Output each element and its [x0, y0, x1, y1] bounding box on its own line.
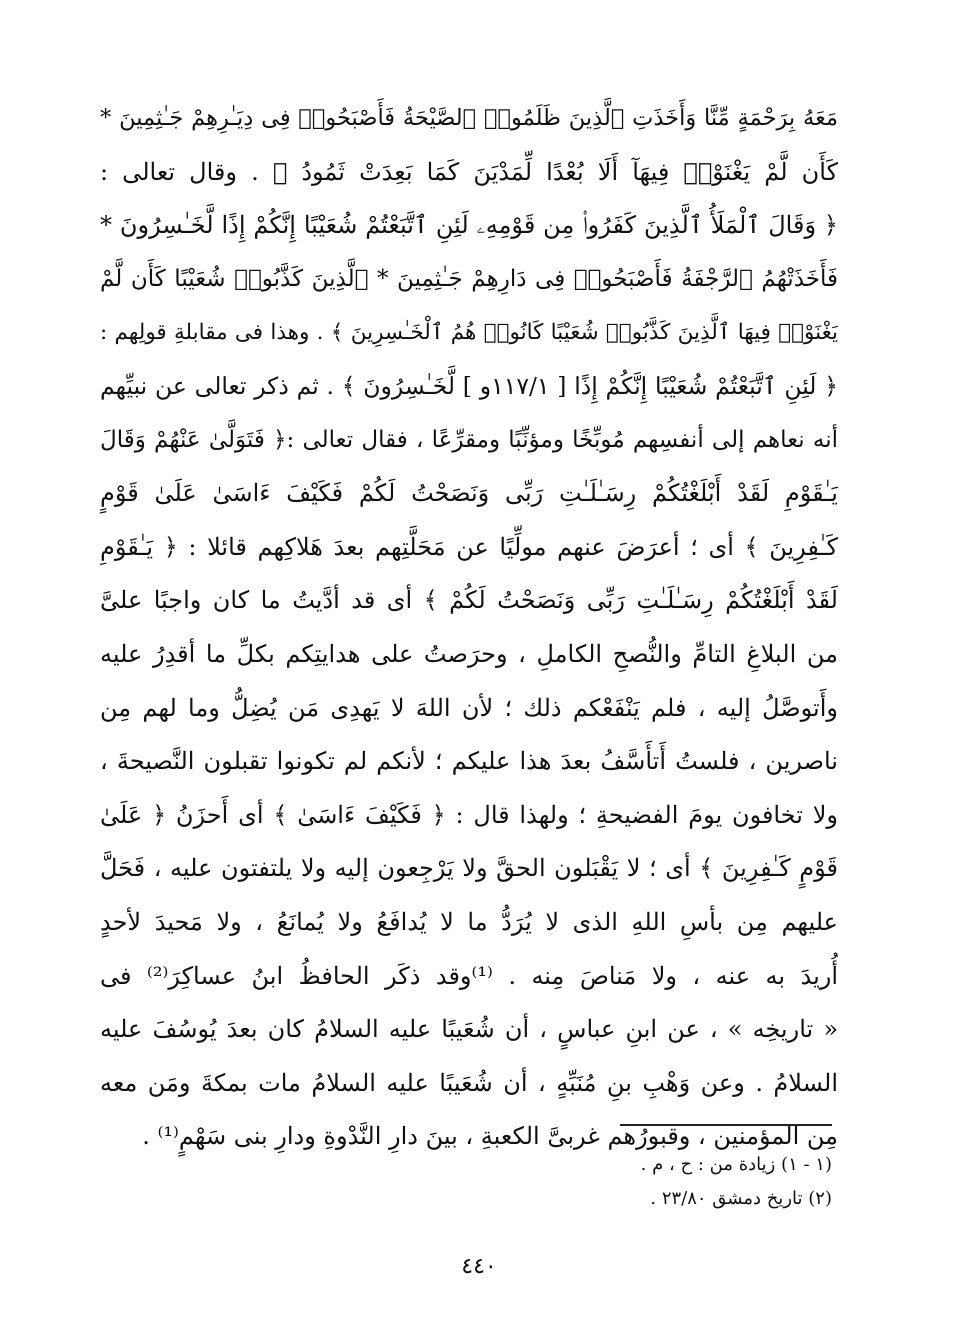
text-line: ناصرين ، فلستُ أَتأَسَّفُ بعدَ هذا عليكم ؛ لأنكم لم تكونوا تقبلون النَّصيحةَ ، — [100, 747, 838, 776]
text-line: فَأَخَذَتْهُمُ ٱلرَّجْفَةُ فَأَصْبَحُوا۟ فِى دَارِهِمْ جَـٰثِمِينَ * ٱلَّذِينَ كَذَّبُوا۟ شُعَيْبًا كَأَن لَّمْ — [100, 265, 838, 292]
footnotes — [300, 1148, 832, 1216]
text-line: كَـٰفِرِينَ ﴾ أى ؛ أعرَضَ عنهم مولِّيًا عن مَحَلَّتِهم بعدَ هَلاكِهم قائلا : ﴿ يَـٰقَوْمِ — [100, 532, 838, 561]
text-line: كَأَن لَّمْ يَغْنَوْا۟ فِيهَآ أَلَا بُعْدًا لِّمَدْيَنَ كَمَا بَعِدَتْ ثَمُودُ ﴾ . وقال تعالى : — [100, 157, 838, 186]
footnote: (٢) تاريخ دمشق ٢٣/٨٠ . — [650, 1188, 832, 1209]
footnote: (١ - ١) زيادة من : ح ، م . — [640, 1154, 832, 1175]
footnote-divider — [620, 1124, 832, 1126]
text-line: عليهم مِن بأسِ اللهِ الذى لا يُرَدُّ ما لا يُدافَعُ ولا يُمانَعُ ، ولا مَحيدَ لأحدٍ — [100, 907, 838, 936]
text-line: ولا تخافون يومَ الفضيحةِ ؛ ولهذا قال : ﴿ فَكَيْفَ ءَاسَىٰ ﴾ أى أَحزَنُ ﴿ عَلَىٰ — [100, 800, 838, 829]
text-line: وأَتوصَّلُ إليه ، فلم يَنْفَعْكم ذلك ؛ لأن اللهَ لا يَهدِى مَن يُضِلُّ وما لهم مِن — [100, 693, 838, 722]
text-line: مَعَهُ بِرَحْمَةٍ مِّنَّا وَأَخَذَتِ ٱلَّذِينَ ظَلَمُوا۟ ٱلصَّيْحَةُ فَأَصْبَحُوا۟ فِى دِيَـٰرِهِمْ جَـٰثِمِينَ * — [100, 105, 838, 131]
main-text — [100, 92, 838, 1164]
text-line: لَقَدْ أَبْلَغْتُكُمْ رِسَـٰلَـٰتِ رَبِّى وَنَصَحْتُ لَكُمْ ﴾ أى قد أدَّيتُ ما كان واجبًا علىَّ — [100, 586, 838, 615]
text-line: السلامُ . وعن وَهْبِ بنِ مُنَبِّهٍ ، أن شُعَيبًا عليه السلامُ مات بمكةَ ومَن معه — [100, 1068, 838, 1097]
text-line: من البلاغِ التامِّ والنُّصحِ الكاملِ ، وحرَصتُ على هدايتِكم بكلِّ ما أقدِرُ عليه — [100, 639, 838, 668]
text-line: أنه نعاهم إلى أنفسِهم مُوبِّخًا ومؤنِّبًا ومقرِّعًا ، فقال تعالى :﴿ فَتَوَلَّىٰ عَنْهُمْ وَقَالَ — [100, 426, 838, 453]
text-line: يَـٰقَوْمِ لَقَدْ أَبْلَغْتُكُمْ رِسَـٰلَـٰتِ رَبِّى وَنَصَحْتُ لَكُمْ فَكَيْفَ ءَاسَىٰ عَلَىٰ قَوْمٍ — [100, 479, 838, 508]
text-line: « تاريخِه » ، عن ابنِ عباسٍ ، أن شُعَيبًا عليه السلامُ كان بعدَ يُوسُفَ عليه — [100, 1015, 838, 1044]
text-line: ﴿ وَقَالَ ٱلْمَلَأُ ٱلَّذِينَ كَفَرُوا۟ مِن قَوْمِهِۦ لَئِنِ ٱتَّبَعْتُمْ شُعَيْبًا إِنَّكُمْ إِذًا لَّخَـٰسِرُونَ * — [100, 211, 838, 240]
text-line: أُريدَ به عنه ، ولا مَناصَ مِنه . ⁽¹⁾وقد ذكَر الحافظُ ابنُ عساكِرَ⁽²⁾ فى — [100, 961, 838, 990]
page-number: ٤٤٠ — [461, 1254, 497, 1279]
text-line: ﴿ لَئِنِ ٱتَّبَعْتُمْ شُعَيْبًا إِنَّكُمْ إِذًا [ ١١٧/١و ] لَّخَـٰسِرُونَ ﴾ . ثم ذكر تعالى عن نبيِّهم — [100, 371, 838, 400]
text-line: مِن المؤمنين ، وقبورُهم غربىَّ الكعبةِ ، بينَ دارِ النَّدْوةِ ودارِ بنى سَهْمٍ⁽¹⁾ . — [142, 1122, 838, 1151]
text-line: يَغْنَوْا۟ فِيهَا ٱلَّذِينَ كَذَّبُوا۟ شُعَيْبًا كَانُوا۟ هُمُ ٱلْخَـٰسِرِينَ ﴾ . وهذا فى مقابلةِ قولِهم : — [100, 320, 838, 346]
text-line: قَوْمٍ كَـٰفِرِينَ ﴾ أى ؛ لا يَقْبَلون الحقَّ ولا يَرْجِعون إليه ولا يلتفتون عليه ، فَحَلَّ — [100, 854, 838, 883]
